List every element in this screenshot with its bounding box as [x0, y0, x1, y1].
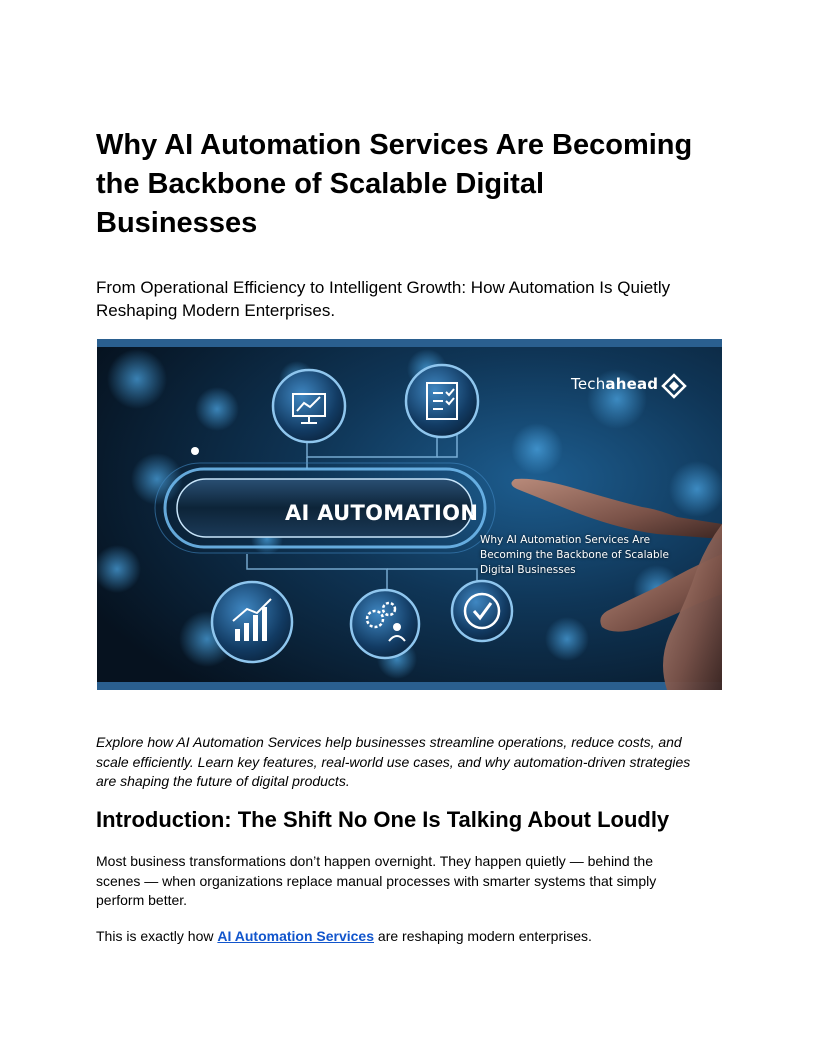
- paragraph-line: scenes — when organizations replace manual processes with smarter systems that simply: [96, 872, 657, 889]
- document-title: [96, 126, 736, 243]
- subtitle-line: Reshaping Modern Enterprises.: [96, 301, 336, 320]
- monitor-chart-icon: [273, 370, 345, 442]
- hero-caption-line: Becoming the Backbone of Scalable: [480, 549, 669, 561]
- title-line: the Backbone of Scalable Digital: [96, 168, 544, 200]
- title-line: Why AI Automation Services Are Becoming: [96, 129, 693, 161]
- paragraph-text-after: are reshaping modern enterprises.: [374, 928, 592, 944]
- paragraph-line: perform better.: [96, 892, 188, 908]
- paragraph-line: Most business transformations don’t happen overnight. They happen quietly — behind the: [96, 853, 653, 869]
- paragraph-text-before: This is exactly how: [96, 928, 218, 944]
- brand-suffix: ahead: [605, 375, 659, 393]
- title-line: Businesses: [96, 207, 258, 239]
- checklist-icon: [406, 365, 478, 437]
- hero-image: [97, 339, 722, 690]
- techahead-brand: [571, 375, 658, 393]
- intro-line: scale efficiently. Learn key features, real-world use cases, and why automation-driven strategies: [96, 753, 691, 770]
- intro-line: Explore how AI Automation Services help businesses streamline operations, reduce costs, and: [96, 734, 682, 750]
- checkmark-icon: [452, 581, 512, 641]
- paragraph: [96, 852, 736, 911]
- hero-caption-line: Why AI Automation Services Are: [480, 534, 651, 546]
- document-subtitle: [96, 276, 736, 322]
- paragraph-with-link: [96, 927, 736, 947]
- brand-prefix: Tech: [571, 375, 606, 393]
- ai-automation-label: AI AUTOMATION: [285, 501, 479, 525]
- intro-summary: [96, 733, 736, 792]
- ai-automation-services-link[interactable]: AI Automation Services: [217, 928, 375, 944]
- hero-caption-line: Digital Businesses: [480, 564, 576, 576]
- techahead-logo-icon: [661, 373, 687, 399]
- intro-line: are shaping the future of digital products.: [96, 773, 350, 789]
- growth-chart-icon: [212, 582, 292, 662]
- subtitle-line: From Operational Efficiency to Intelligent Growth: How Automation Is Quietly: [96, 278, 671, 297]
- section-heading: Introduction: The Shift No One Is Talking About Loudly: [96, 807, 670, 832]
- hero-caption: [480, 533, 669, 578]
- gears-people-icon: [351, 590, 419, 658]
